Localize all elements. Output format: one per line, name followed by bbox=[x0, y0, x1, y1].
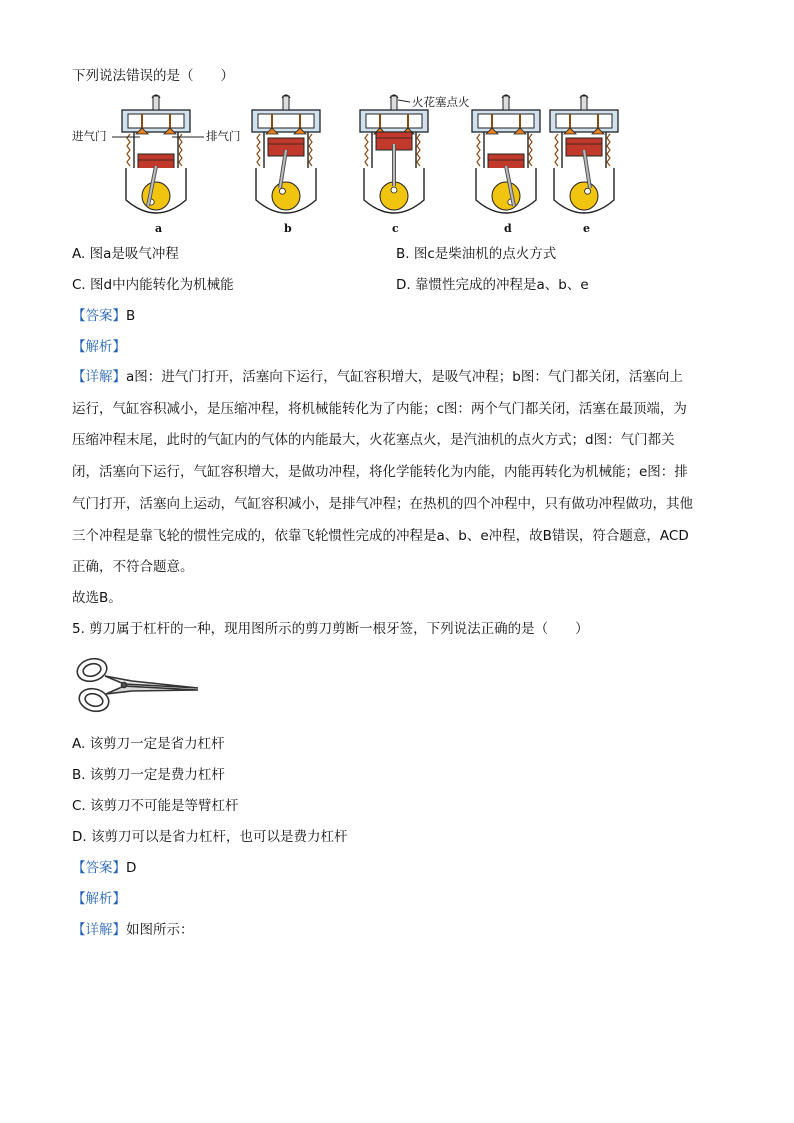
q4-detail-tag: 【详解】 bbox=[72, 369, 126, 385]
engine-e-label: e bbox=[583, 222, 590, 235]
q4-conclusion: 故选B。 bbox=[72, 590, 122, 606]
engine-diagrams bbox=[0, 0, 794, 240]
q4-detail-paragraph bbox=[72, 362, 722, 584]
q4-answer-tag: 【答案】 bbox=[72, 308, 126, 324]
q4-option-d: D. 靠惯性完成的冲程是a、b、e bbox=[396, 277, 589, 293]
scissors-illustration bbox=[72, 654, 212, 718]
q5-option-a: A. 该剪刀一定是省力杠杆 bbox=[72, 736, 225, 752]
q4-detail-line: 正确，不符合题意。 bbox=[72, 559, 194, 576]
q4-option-b: B. 图c是柴油机的点火方式 bbox=[396, 246, 557, 262]
q5-stem: 5. 剪刀属于杠杆的一种，现用图所示的剪刀剪断一根牙签，下列说法正确的是（ ） bbox=[72, 621, 589, 637]
exhaust-valve-label: 排气门 bbox=[206, 129, 241, 143]
q4-answer-row bbox=[72, 306, 135, 326]
q5-option-d: D. 该剪刀可以是省力杠杆，也可以是费力杠杆 bbox=[72, 829, 348, 845]
engine-c-label: c bbox=[392, 222, 399, 235]
q4-analysis-tag bbox=[72, 337, 126, 357]
engine-d-label: d bbox=[504, 222, 512, 235]
q5-detail-text: 如图所示： bbox=[126, 922, 194, 938]
engine-e-diagram bbox=[550, 95, 618, 213]
engine-b-label: b bbox=[284, 222, 292, 235]
q5-analysis-tag: 【解析】 bbox=[72, 891, 126, 907]
engine-c-diagram bbox=[360, 95, 428, 213]
engine-a-diagram bbox=[122, 95, 190, 213]
q4-detail-line: 压缩冲程末尾，此时的气缸内的气体的内能最大，火花塞点火，是汽油机的点火方式；d图：气门都关 bbox=[72, 432, 675, 449]
q4-answer: B bbox=[126, 308, 136, 324]
q5-answer: D bbox=[126, 860, 137, 876]
q5-option-b: B. 该剪刀一定是费力杠杆 bbox=[72, 767, 225, 783]
engine-b-diagram bbox=[252, 95, 320, 213]
q4-analysis-label: 【解析】 bbox=[72, 339, 126, 355]
q5-answer-row bbox=[72, 858, 136, 878]
q4-option-a: A. 图a是吸气冲程 bbox=[72, 246, 179, 262]
engine-d-diagram bbox=[472, 95, 540, 213]
q5-detail-row bbox=[72, 920, 194, 940]
q4-detail-line: 气门打开，活塞向上运动，气缸容积减小，是排气冲程；在热机的四个冲程中，只有做功冲程做功，其他 bbox=[72, 495, 693, 512]
intake-valve-label: 进气门 bbox=[72, 129, 107, 143]
q4-detail-line: 三个冲程是靠飞轮的惯性完成的，依靠飞轮惯性完成的冲程是a、b、e冲程，故B错误，符合题意，ACD bbox=[72, 527, 689, 544]
q4-option-c: C. 图d中内能转化为机械能 bbox=[72, 277, 234, 293]
spark-plug-label: 火花塞点火 bbox=[412, 95, 470, 109]
q5-answer-tag: 【答案】 bbox=[72, 860, 126, 876]
q4-stem: 下列说法错误的是（ ） bbox=[72, 68, 234, 84]
engine-a-label: a bbox=[155, 222, 163, 235]
q5-option-c: C. 该剪刀不可能是等臂杠杆 bbox=[72, 798, 239, 814]
q4-detail-line: 闭，活塞向下运行，气缸容积增大，是做功冲程，将化学能转化为内能，内能再转化为机械能；e图：排 bbox=[72, 464, 688, 481]
q5-detail-tag: 【详解】 bbox=[72, 922, 126, 938]
q4-detail-line: 运行，气缸容积减小，是压缩冲程，将机械能转化为了内能；c图：两个气门都关闭，活塞在最顶端，为 bbox=[72, 400, 687, 417]
q5-analysis-row bbox=[72, 889, 126, 909]
q4-detail-line: 【详解】a图：进气门打开，活塞向下运行，气缸容积增大，是吸气冲程；b图：气门都关闭，活塞向上 bbox=[72, 369, 683, 385]
